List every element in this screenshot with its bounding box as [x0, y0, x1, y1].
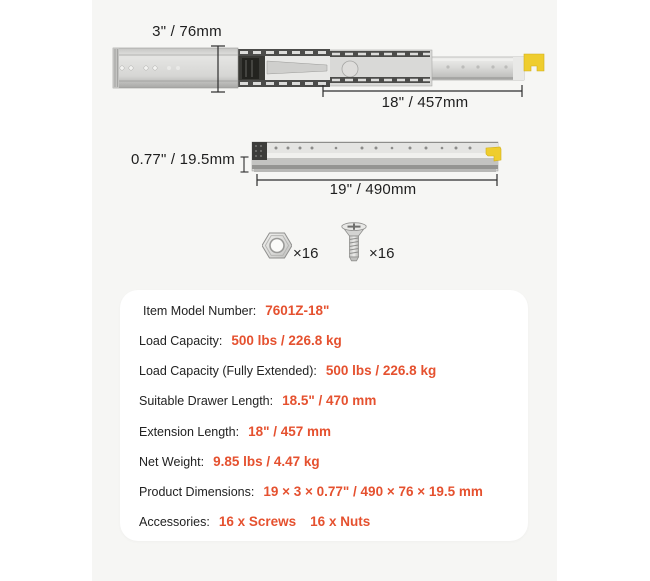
spec-value: 500 lbs / 226.8 kg [325, 363, 437, 379]
release-lever [524, 54, 544, 71]
height-dimension-mark [241, 157, 249, 172]
spec-label: Suitable Drawer Length: [139, 394, 274, 409]
spec-label: Load Capacity: [139, 334, 223, 349]
spec-label: Accessories: [139, 514, 210, 529]
spec-value: 500 lbs / 226.8 kg [231, 333, 342, 349]
slide-extension-label: 18" / 457mm [381, 94, 469, 111]
hex-nut-icon [262, 232, 292, 259]
spec-value: 7601Z-18" [265, 303, 330, 318]
intermediate-rail [218, 49, 432, 87]
countersunk-screw-icon [340, 222, 368, 262]
spec-label: Product Dimensions: [139, 484, 255, 499]
spec-row-drawer-length [139, 393, 514, 408]
spec-label: Load Capacity (Fully Extended): [139, 364, 317, 379]
spec-value: 18" / 457 mm [248, 423, 332, 439]
spec-label: Extension Length: [139, 424, 240, 439]
spec-row-net-weight [139, 454, 514, 469]
spec-value: 9.85 lbs / 4.47 kg [213, 453, 320, 469]
spec-label: Item Model Number: [143, 304, 257, 318]
spec-card [120, 290, 528, 541]
spec-value-nuts: 16 x Nuts [310, 513, 371, 529]
spec-row-product-dimensions [139, 484, 514, 499]
extended-slide-drawing [108, 40, 553, 102]
nut-count-label: ×16 [293, 245, 319, 262]
spec-row-accessories [139, 514, 514, 529]
spec-row-load-capacity [139, 333, 514, 348]
slide-length-label: 19" / 490mm [329, 181, 417, 198]
spec-value-screws: 16 x Screws [218, 513, 297, 529]
spec-row-model [139, 303, 514, 318]
closed-rail [252, 142, 498, 172]
spec-row-extension-length [139, 424, 514, 439]
outer-rail [113, 48, 238, 88]
slide-height-label: 0.77" / 19.5mm [130, 151, 235, 168]
spec-value: 19 × 3 × 0.77" / 490 × 76 × 19.5 mm [263, 483, 483, 499]
screw-count-label: ×16 [369, 245, 395, 262]
spec-row-load-capacity-extended [139, 363, 514, 378]
spec-value: 18.5" / 470 mm [282, 393, 377, 409]
slide-width-label: 3" / 76mm [152, 23, 222, 40]
spec-label: Net Weight: [139, 454, 205, 469]
